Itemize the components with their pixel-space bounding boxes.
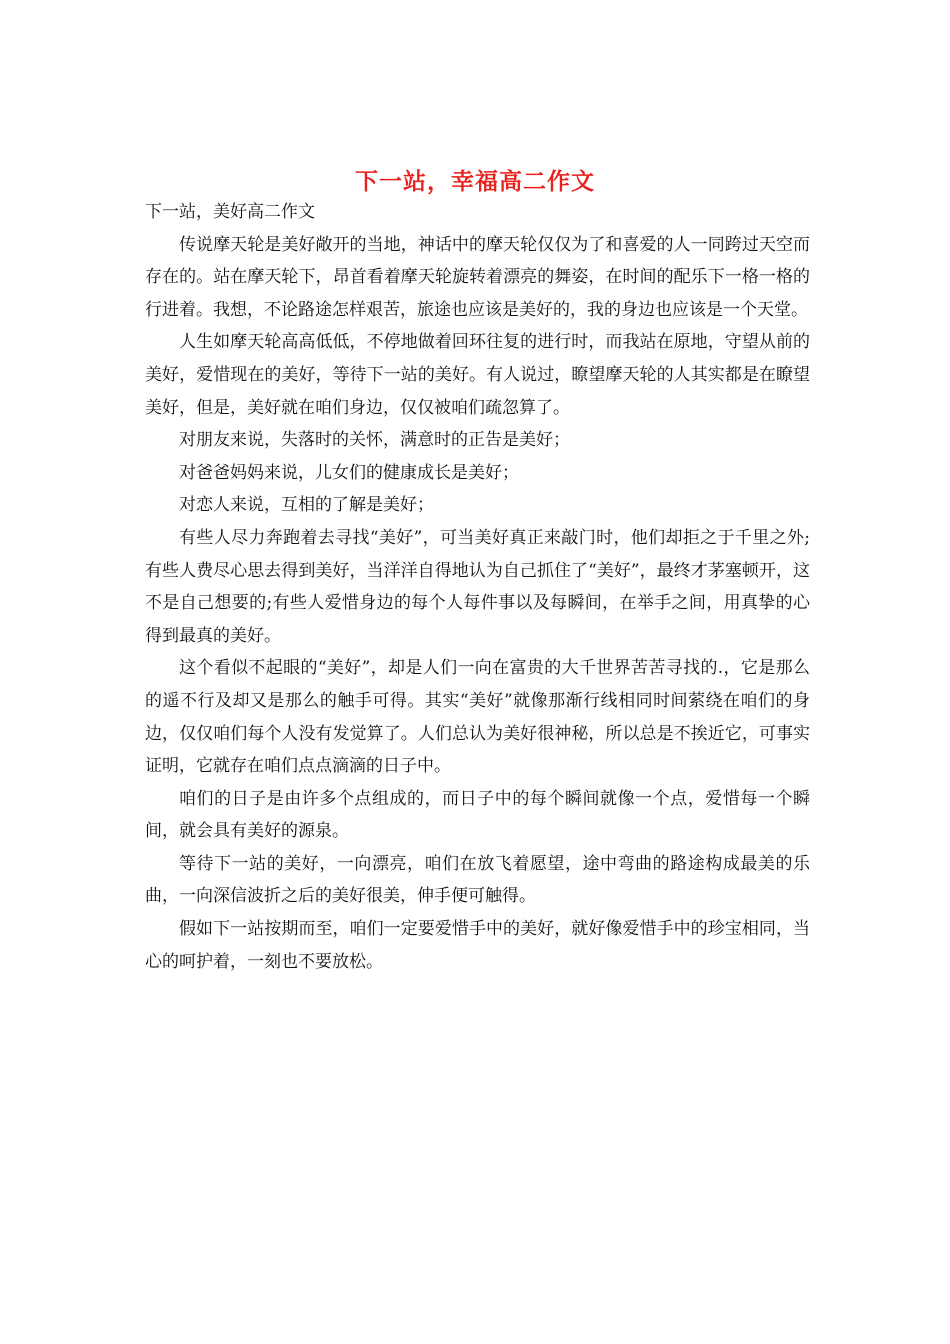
paragraph: 假如下一站按期而至，咱们一定要爱惜手中的美好，就好像爱惜手中的珍宝相同，当心的呵护着，一刻也不要放松。 (145, 919, 810, 972)
paragraph: 人生如摩天轮高高低低，不停地做着回环往复的进行时，而我站在原地，守望从前的美好，爱惜现在的美好，等待下一站的美好。有人说过，瞭望摩天轮的人其实都是在瞭望美好，但是，美好就在咱们身边，仅仅被咱们疏忽算了。 (145, 332, 810, 418)
paragraph: 对恋人来说，互相的了解是美好； (179, 495, 434, 516)
paragraph: 对爸爸妈妈来说，儿女们的健康成长是美好； (179, 462, 519, 483)
document-title: 下一站，幸福高二作文 (355, 168, 595, 196)
document-subtitle: 下一站，美好高二作文 (145, 202, 315, 222)
paragraph: 对朋友来说，失落时的关怀，满意时的正告是美好； (179, 430, 570, 451)
paragraph: 传说摩天轮是美好敞开的当地，神话中的摩天轮仅仅为了和喜爱的人一同跨过天空而存在的。站在摩天轮下，昂首看着摩天轮旋转着漂亮的舞姿，在时间的配乐下一格一格的行进着。我想，不论路途怎样艰苦，旅途也应该是美好的，我的身边也应该是一个天堂。 (145, 234, 810, 320)
paragraph: 这个看似不起眼的“美好”，却是人们一向在富贵的大千世界苦苦寻找的.，它是那么的遥不行及却又是那么的触手可得。其实“美好”就像那渐行线相同时间萦绕在咱们的身边，仅仅咱们每个人没有发觉算了。人们总认为美好很神秘，所以总是不挨近它，可事实证明，它就存在咱们点点滴滴的日子中。 (145, 658, 810, 777)
paragraph: 咱们的日子是由许多个点组成的，而日子中的每个瞬间就像一个点，爱惜每一个瞬间，就会具有美好的源泉。 (145, 788, 810, 842)
document-body (145, 196, 810, 978)
paragraph: 有些人尽力奔跑着去寻找“美好”，可当美好真正来敲门时，他们却拒之于千里之外;有些人费尽心思去得到美好，当洋洋自得地认为自己抓住了“美好”，最终才茅塞顿开，这不是自己想要的;有些人爱惜身边的每个人每件事以及每瞬间，在举手之间，用真挚的心得到最真的美好。 (145, 527, 810, 646)
paragraph: 等待下一站的美好，一向漂亮，咱们在放飞着愿望，途中弯曲的路途构成最美的乐曲，一向深信波折之后的美好很美，伸手便可触得。 (145, 853, 810, 907)
